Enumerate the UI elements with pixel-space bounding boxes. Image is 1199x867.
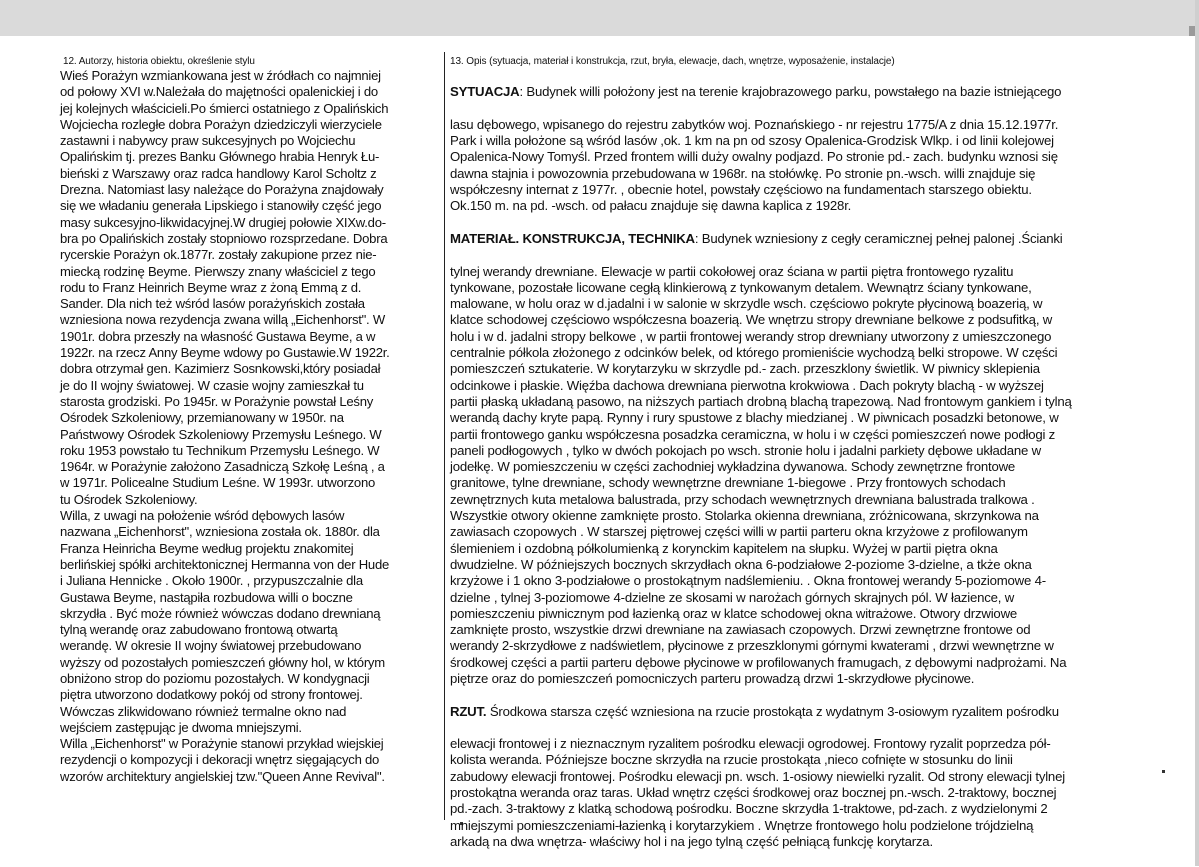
material-text-line: klatce schodowej częściowo współczesna boazerią. We wnętrzu stropy drewniane belkowe z podsufitką, w <box>450 312 1053 328</box>
history-text-line: jej kolejnych właścicieli.Po śmierci ostatniego z Opalińskich <box>60 100 389 116</box>
history-text-line: tu Ośrodek Szkoleniowy. <box>60 491 198 507</box>
material-text-line: zamknięte prosto, wszystkie drzwi drewniane na zawiasach czopowych. Drzwi zewnętrzne frontowe od <box>450 622 1031 638</box>
history-text-line: w 1971r. Policealne Studium Leśne. W 1993r. utworzono <box>60 475 376 491</box>
history-text-line: Opalińskim tj. prezes Banku Głównego hrabia Henryk Łu- <box>60 149 380 165</box>
history-text-line: i Juliana Hennicke . Około 1900r. , przypuszczalnie dla <box>60 573 363 589</box>
history-text-line: wzorów architektury angielskiej tzw."Queen Anne Revival". <box>60 768 385 784</box>
sytuacja-text <box>450 117 1145 215</box>
history-text-line: rycerskie Porażyn ok.1877r. zostały zakupione przez nie- <box>60 247 377 263</box>
scan-speck <box>1162 770 1165 773</box>
sytuacja-text-line: współczesny internat z 1977r. , obecnie hotel, powstały częściowo na fundamentach starszego obiektu. <box>450 182 1032 198</box>
sytuacja-first-line: SYTUACJA: Budynek willi położony jest na terenie krajobrazowego parku, powstałego na bazie istniejącego <box>450 84 1062 100</box>
history-text-line: werandę. W okresie II wojny światowej przebudowano <box>60 638 362 654</box>
history-text-line: wyższy od pozostałych pomieszczeń główny hol, w którym <box>60 654 385 670</box>
rzut-text-line: zabudowy elewacji frontowej. Pośrodku elewacji pn. wsch. 1-osiowy niewielki ryzalit. Od strony elewacji tylnej <box>450 768 1065 784</box>
sytuacja-text-line: Ok.150 m. na pd. -wsch. od pałacu znajduje się dawna kaplica z 1928r. <box>450 198 852 214</box>
rzut-text-line: pd.-zach. 3-traktowy z klatką schodową pośrodku. Boczne skrzydła 1-traktowe, pd-zach. z wydzielonymi 2 <box>450 801 1048 817</box>
rzut-text-line: elewacji frontowej i z nieznacznym ryzalitem pośrodku elewacji ogrodowej. Frontowy ryzalit poprzedza pół- <box>450 736 1051 752</box>
rzut-label: RZUT. <box>450 703 487 719</box>
history-text-line: miecką rodzinę Beyme. Pierwszy znany właściciel z tego <box>60 263 376 279</box>
history-text-line: masy sukcesyjno-likwidacyjnej.W drugiej połowie XIXw.do- <box>60 214 386 230</box>
material-text-line: werandą dachy kryte papą. Rynny i rury spustowe z blachy miedzianej . W piwnicach posadzki betonowe, w <box>450 410 1059 426</box>
material-text-line: granitowe, tylne drewniane, schody wewnętrzne drewniane 1-biegowe . Przy frontowych schodach <box>450 475 1006 491</box>
history-text-line: rezydencji o kompozycji i dekoracji wnętrz sięgających do <box>60 752 380 768</box>
column-divider <box>444 52 445 820</box>
rzut-text-line: prostokątna weranda oraz taras. Układ wnętrz części środkowej oraz bocznej pn.-wsch. 2-traktowy, bocznej <box>450 785 1057 801</box>
history-text-line: zastawni i nabywcy praw sukcesyjnych po Wojciechu <box>60 133 356 149</box>
material-text-line: piętrze oraz do pomieszczeń pomocniczych parteru prowadzą drzwi 1-skrzydłowe płycinowe. <box>450 670 975 686</box>
rzut-first-line: RZUT. Środkowa starsza część wzniesiona na rzucie prostokąta z wydatnym 3-osiowym ryzalitem pośrodku <box>450 703 1059 719</box>
history-text-line: wzniesiona nowa rezydencja zwana willą „Eichenhorst". W <box>60 312 385 328</box>
rzut-text-line: arkadą na dwa wnętrza- właściwy hol i na jego tylną część pełniącą funkcję korytarza. <box>450 833 933 849</box>
history-text-line: Wojciecha rozległe dobra Porażyn dziedziczyli wierzyciele <box>60 116 382 132</box>
history-text-line: tylną werandę oraz zabudowano frontową otwartą <box>60 622 338 638</box>
history-text-line: Wówczas zlikwidowano również termalne okno nad <box>60 703 347 719</box>
history-text-line: rodu to Franz Heinrich Beyme wraz z żoną Emmą z d. <box>60 279 362 295</box>
rzut-text <box>450 736 1145 850</box>
material-text-line: paneli podłogowych , tylko w dwóch pokojach po wsch. stronie holu i jadalni parkiety dębowe układane w <box>450 442 1041 458</box>
material-text-line: dzielne , tylnej 3-poziomowe 4-dzielne ze skosami w narożach górnych skrajnych pól. W łazience, w <box>450 589 1015 605</box>
scan-top-margin <box>0 0 1199 36</box>
material-text-line: partii frontowego ganku współczesna posadzka ceramiczna, w holu i w części pomieszczeń nowe podłogi z <box>450 426 1056 442</box>
history-heading: 12. Autorzy, historia obiektu, określenie stylu <box>63 56 255 67</box>
material-text <box>450 264 1145 688</box>
history-text-line: dobra otrzymał gen. Kazimierz Sosnkowski,który posiadał <box>60 361 381 377</box>
history-text-line: Wieś Porażyn wzmiankowana jest w źródłach co najmniej <box>60 68 381 83</box>
history-text-line: wejściem zastępując je dwoma mniejszymi. <box>60 719 302 735</box>
history-text-line: berlińskiej spółki architektonicznej Hermanna von der Hude <box>60 556 390 572</box>
history-text-line: je do II wojny światowej. W czasie wojny zamieszkał tu <box>60 377 364 393</box>
material-text-line: malowane, w holu oraz w d.jadalni i w salonie w skrzydle wsch. częściowo pokryte płycinową boazerią, w <box>450 296 1043 312</box>
material-first-line: MATERIAŁ. KONSTRUKCJA, TECHNIKA: Budynek wzniesiony z cegły ceramicznej pełnej palonej .Ścianki <box>450 230 1063 246</box>
history-text-line: obniżono strop do poziomu pozostałych. W kondygnacji <box>60 670 370 686</box>
material-text-line: Wszystkie otwory okienne zamknięte prosto. Stolarka okienna drewniana, zróżnicowana, skrzynkowa na <box>450 508 1039 524</box>
history-text <box>60 68 440 785</box>
material-text-line: krzyżowe i 1 okno 3-podziałowe o prostokątnym nadślemieniu. . Okna frontowej werandy 5-poziomowe 4- <box>450 573 1046 589</box>
history-text-line: Sander. Dla nich też wśród lasów porażyńskich została <box>60 296 365 312</box>
material-text-line: tylnej werandy drewniane. Elewacje w partii cokołowej oraz ściana w partii piętra frontowego ryzalitu <box>450 263 1014 279</box>
sytuacja-text-line: Park i willa położone są wśród lasów ,ok. 1 km na pn od szosy Opalenica-Grodzisk Wlkp. i od linii kolejowej <box>450 133 1054 149</box>
sytuacja-text-line: lasu dębowego, wpisanego do rejestru zabytków woj. Poznańskiego - nr rejestru 1775/A z dnia 15.12.1977r. <box>450 116 1059 132</box>
history-text-line: Ośrodek Szkoleniowy, przemianowany w 1950r. na <box>60 410 344 426</box>
history-text-line: Państwowy Ośrodek Szkoleniowy Przemysłu Leśnego. W <box>60 426 382 442</box>
material-text-line: odcinkowe i płaskie. Więźba dachowa drewniana pierwotna krokwiowa . Dach pokryty blachą - w wyższej <box>450 377 1044 393</box>
material-text-line: jodełkę. W pomieszczeniu w części zachodniej wykładzina dywanowa. Schody zewnętrzne frontowe <box>450 459 1016 475</box>
history-text-line: 1922r. na rzecz Anny Beyme wdowy po Gustawie.W 1922r. <box>60 345 390 361</box>
material-label: MATERIAŁ. KONSTRUKCJA, TECHNIKA <box>450 230 695 246</box>
sytuacja-text-line: Opalenica-Nowy Tomyśl. Przed frontem willi duży owalny podjazd. Po stronie pd.- zach. budynku wznosi się <box>450 149 1058 165</box>
history-text-line: skrzydła . Być może również wówczas dodano drewnianą <box>60 605 381 621</box>
rzut-text-line: kolista weranda. Późniejsze boczne skrzydła na rzucie prostokąta ,nieco cofnięte w stosunku do linii <box>450 752 1013 768</box>
sytuacja-label: SYTUACJA <box>450 84 520 100</box>
material-text-line: holu i w d. jadalni stropy belkowe , w partii frontowej werandy strop drewniany utworzony z umieszczonego <box>450 328 1052 344</box>
history-text-line: Drezna. Natomiast lasy należące do Porażyna znajdowały <box>60 182 384 198</box>
history-text-line: 1964r. w Porażynie założono Zasadniczą Szkołę Leśną , a <box>60 459 385 475</box>
description-heading: 13. Opis (sytuacja, materiał i konstrukcja, rzut, bryła, elewacje, dach, wnętrze, wyposażenie, instalacje) <box>450 56 895 67</box>
history-text-line: bieński z Warszawy oraz radca handlowy Karol Scholtz z <box>60 165 377 181</box>
material-text-line: pomieszczeń sztukaterie. W korytarzyku w skrzydle pd.- zach. przeszklony świetlik. W piwnicy sklepienia <box>450 361 1040 377</box>
history-text-line: starosta grodziski. Po 1945r. w Porażynie powstał Leśny <box>60 393 374 409</box>
description-text <box>450 68 1145 867</box>
history-text-line: 1901r. dobra przeszły na własność Gustawa Beyme, a w <box>60 328 376 344</box>
material-text-line: ślemieniem i ozdobną półkolumienką z korynckim kapitelem na słupku. Wyżej w partii piętra okna <box>450 540 998 556</box>
history-text-line: Willa, z uwagi na położenie wśród dębowych lasów <box>60 508 345 524</box>
material-text-line: partii płaską układaną pasowo, na niższych partiach drobną blachą trapezową. Nad frontowym gankiem i tylną <box>450 393 1072 409</box>
material-text-line: tynkowane, pozostałe licowane cegłą klinkierową z tynkowanym detalem. Wewnątrz ściany tynkowane, <box>450 279 1032 295</box>
history-text-line: bra po Opalińskich zostały stopniowo rozsprzedane. Dobra <box>60 230 388 246</box>
material-text-line: zewnętrznych kuta metalowa balustrada, przy schodach wewnętrznych drewniana balustrada tralkowa . <box>450 491 1035 507</box>
history-text-line: nazwana „Eichenhorst", wzniesiona została ok. 1880r. dla <box>60 524 380 540</box>
material-text-line: centralnie półkola złożonego z odcinków belek, od którego promieniście wychodzą belki stropowe. W części <box>450 345 1058 361</box>
material-text-line: pomieszczeniu piwnicznym pod łazienką oraz w klatce schodowej okna witrażowe. Otwory drzwiowe <box>450 605 1018 621</box>
material-text-line: werandy 2-skrzydłowe z nadświetlem, płycinowe z przeszklonymi górnymi kwaterami , drzwi wewnętrzne w <box>450 638 1054 654</box>
history-text-line: roku 1953 powstało tu Technikum Przemysłu Leśnego. W <box>60 442 380 458</box>
material-text-line: dwudzielne. W późniejszych bocznych skrzydłach okna 6-podziałowe 2-poziome 3-dzielne, a tkże okna <box>450 556 1032 572</box>
material-text-line: zawiasach czopowych . W starszej piętrowej części willi w partii parteru okna krzyżowe z profilowanym <box>450 524 1028 540</box>
history-text-line: Willa „Eichenhorst" w Porażynie stanowi przykład wiejskiej <box>60 736 384 752</box>
history-text-line: się we władaniu generała Lipskiego i stanowiły część jego <box>60 198 382 214</box>
history-text-line: Franza Heinricha Beyme według projektu znakomitej <box>60 540 354 556</box>
material-text-line: środkowej części a partii parteru dębowe płycinowe w profilowanych framugach, z dębowymi nadprożami. Na <box>450 654 1067 670</box>
history-column <box>60 56 440 785</box>
history-text-line: piętra utworzono dodatkowy pokój od strony frontowej. <box>60 687 363 703</box>
sytuacja-text-line: dawna stajnia i powozownia przebudowana w 1968r. na stołówkę. Po stronie pn.-wsch. willi znajduje się <box>450 165 1036 181</box>
rzut-text-line: mniejszymi pomieszczeniami-łazienką i korytarzykiem . Wnętrze frontowego holu podzielone trójdzielną <box>450 817 1034 833</box>
description-column <box>450 56 1145 867</box>
history-text-line: od połowy XVI w.Należała do majętności opalenickiej i do <box>60 84 378 100</box>
history-text-line: Gustawa Beyme, nastąpiła rozbudowa willi o boczne <box>60 589 353 605</box>
scan-right-margin <box>1195 0 1199 866</box>
